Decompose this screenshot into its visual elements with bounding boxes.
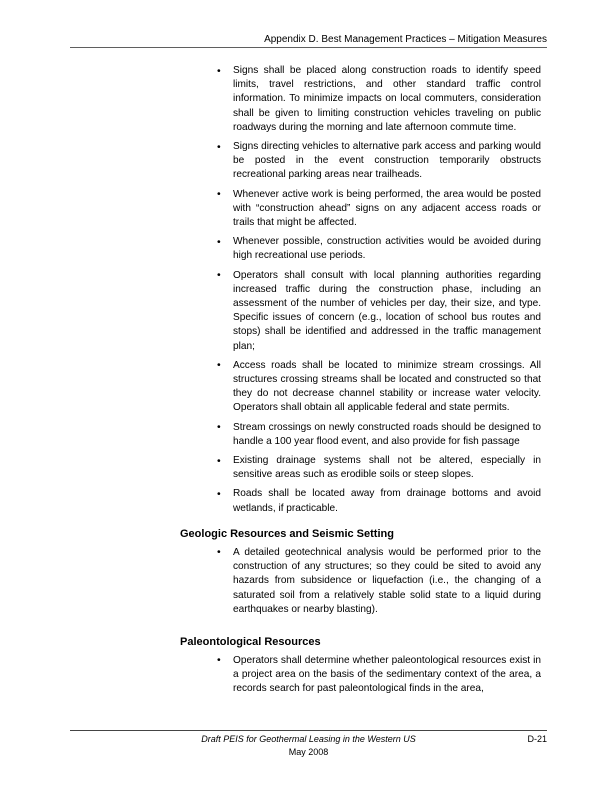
- bullet-item: [217, 269, 541, 354]
- bullet-item: [217, 188, 541, 231]
- bullet-text: Stream crossings on newly constructed roads should be designed to handle a 100 year flood event, and also provide for fish passage: [233, 421, 541, 447]
- footer-date: May 2008: [288, 747, 329, 757]
- bullet-text: Signs directing vehicles to alternative park access and parking would be posted in the event construction temporarily obstructs recreational parking areas near trailheads.: [233, 141, 541, 181]
- running-header: Appendix D. Best Management Practices – Mitigation Measures: [264, 34, 547, 45]
- bullet-item: [217, 140, 541, 183]
- bullet-text: Signs shall be placed along construction roads to identify speed limits, travel restrictions, and other standard traffic control information. To minimize impacts on local commuters, consideration shall be given to limiting construction vehicles traveling on public roadways during the morning and late afternoon commute time.: [233, 65, 541, 133]
- page-footer: [70, 734, 547, 758]
- bullet-icon: •: [217, 140, 221, 153]
- bullet-icon: •: [217, 546, 221, 559]
- bullet-text: Access roads shall be located to minimize stream crossings. All structures crossing streams shall be located and constructed so that they do not decrease channel stability or increase water velocity. Operators shall obtain all applicable federal and state permits.: [233, 359, 541, 414]
- bullet-item: [217, 546, 541, 617]
- bullet-text: Roads shall be located away from drainage bottoms and avoid wetlands, if practicable.: [233, 488, 541, 514]
- bullet-text: Operators shall consult with local planning authorities regarding increased traffic during the construction phase, including an assessment of the number of vehicles per day, their size, and type. Specific issues of concern (e.g., location of school bus routes and stops) shall be identified and addressed in the traffic management plan;: [233, 269, 541, 352]
- bullet-list: [180, 64, 541, 516]
- bullet-list: [180, 546, 541, 617]
- header-rule: [70, 47, 547, 48]
- bullet-item: [217, 64, 541, 135]
- bullet-icon: •: [217, 188, 221, 201]
- bullet-text: Existing drainage systems shall not be altered, especially in sensitive areas such as erodible soils or steep slopes.: [233, 455, 541, 481]
- bullet-text: Whenever active work is being performed, the area would be posted with “construction ahead” signs on any adjacent access roads or trails that might be affected.: [233, 188, 541, 229]
- bullet-item: [217, 421, 541, 449]
- bullet-icon: •: [217, 359, 221, 372]
- footer-page-number: D-21: [527, 734, 547, 744]
- footer-title: Draft PEIS for Geothermal Leasing in the Western US: [201, 734, 416, 744]
- bullet-item: [217, 454, 541, 482]
- section-heading-paleontological: Paleontological Resources: [180, 635, 321, 648]
- bullet-item: [217, 359, 541, 416]
- bullet-list: [180, 654, 541, 697]
- footer-rule: [70, 730, 547, 731]
- bullet-icon: •: [217, 487, 221, 500]
- bullet-icon: •: [217, 421, 221, 434]
- bullet-text: Operators shall determine whether paleontological resources exist in a project area on the basis of the sedimentary context of the area, a records search for past paleontological finds in the area,: [233, 654, 541, 695]
- bullet-icon: •: [217, 454, 221, 467]
- section-heading-geologic: Geologic Resources and Seismic Setting: [180, 527, 394, 540]
- bullet-icon: •: [217, 235, 221, 248]
- bullet-icon: •: [217, 64, 221, 77]
- bullet-item: [217, 654, 541, 697]
- bullet-text: A detailed geotechnical analysis would be performed prior to the construction of any structures; so they could be sited to avoid any hazards from subsidence or liquefaction (i.e., the changing of a saturated soil from a relatively stable solid state to a liquid during earthquakes or nearby blasting).: [233, 546, 541, 615]
- bullet-text: Whenever possible, construction activities would be avoided during high recreational use periods.: [233, 236, 541, 262]
- bullet-item: [217, 235, 541, 263]
- bullet-item: [217, 487, 541, 515]
- bullet-icon: •: [217, 654, 221, 667]
- bullet-icon: •: [217, 269, 221, 282]
- page-content: [180, 64, 541, 702]
